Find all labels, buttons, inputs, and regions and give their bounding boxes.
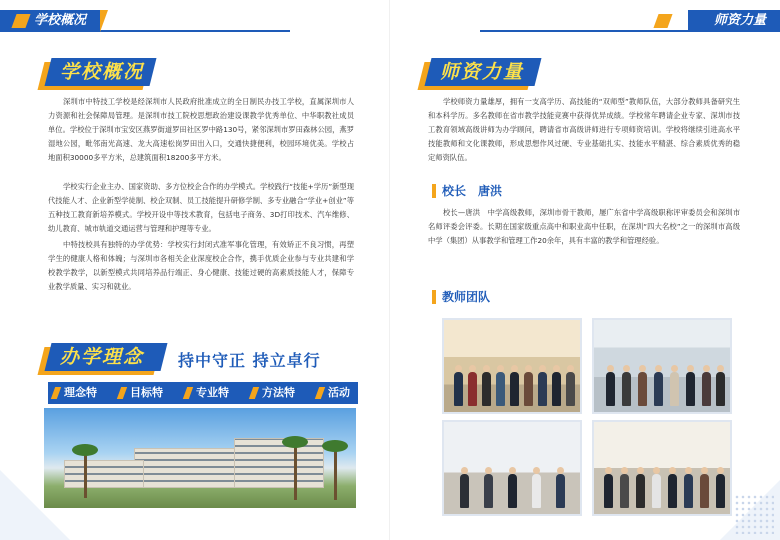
header-slash (100, 10, 108, 32)
tag-major: 专业特 (180, 382, 250, 404)
left-header-tab: 学校概况 (0, 10, 100, 32)
faculty-heading (428, 58, 540, 86)
principal-name: 校长 唐洪 (442, 184, 503, 198)
team-photo-4 (592, 420, 732, 516)
faculty-intro: 学校师资力量雄厚，拥有一支高学历、高技能的“双师型”教师队伍，大部分教师具备研究生和本科学历。多名教师在省市教学技能竞赛中获得优异成绩。学校常年聘请企业专家、深圳市技工教育领域高级讲师为办学顾问，聘请省市高级讲师进行专项师资培训。学校将继续引进高水平技能教师和文化课教师，形成思想作风过硬、专业基础扎实、技能水平精湛、综合素质优秀的稳定师资队伍。 (428, 97, 740, 162)
corner-decoration (0, 470, 70, 540)
right-header-tab: 师资力量 (688, 10, 780, 32)
tag-concept: 理念特 (48, 382, 118, 404)
tag-method: 方法特 (246, 382, 316, 404)
philosophy-title: 办学理念 (60, 346, 145, 368)
school-slogan: 持中守正 持立卓行 (178, 351, 321, 370)
principal-bio: 校长—唐洪 中学高级教师，深圳市骨干教师，屡广东省中学高级职称评审委员会和深圳市名师评委会评委。长期在国家级重点高中和职业高中任职，在深圳“四大名校”之一的深圳市高级中学（集团）从事教学和管理工作20余年，具有丰富的教学和管理经验。 (428, 208, 740, 245)
tag-goal: 目标特 (114, 382, 184, 404)
school-overview-heading (48, 58, 158, 86)
team-title: 教师团队 (442, 290, 491, 304)
heading-accent-bar (432, 290, 436, 304)
dot-pattern (734, 494, 774, 534)
overview-paragraph-2: 学校实行企业主办、国家资助、多方位校企合作的办学模式。学校践行“技能+学历”新型现代技能人才、企业新型学徒制、校企双制、员工技能提升研修学制、多专业融合“学业+创业”等五种技工教育新培养模式。学校开设中等技术教育，包括电子商务、3D打印技术、汽车维修、幼儿教育、城市轨道交通运营与管理和护理等专业。 (48, 182, 354, 233)
palm-tree (84, 452, 87, 498)
faculty-title: 师资力量 (440, 61, 525, 83)
team-photo-3 (442, 420, 582, 516)
campus-building (64, 460, 144, 488)
campus-photo (44, 408, 356, 508)
overview-paragraph-3: 中特技校具有独特的办学优势：学校实行封闭式准军事化管理，有效矫正不良习惯，再塑学生的健康人格和体魄；与深圳市各相关企业深度校企合作，携手优质企业参与专业共建和学校教学教学，以新型模式共同培养品行端正、身心健康、技能过硬的高素质技能人才，保障专业教学质量、实习和就业。 (48, 240, 354, 291)
philosophy-heading (48, 343, 166, 371)
right-header-strip (480, 10, 780, 32)
palm-tree (334, 448, 337, 500)
campus-building (234, 438, 324, 488)
header-accent-mark (653, 14, 672, 28)
heading-accent-bar (432, 184, 436, 198)
left-header-strip (0, 10, 290, 32)
team-photo-1 (442, 318, 582, 414)
tag-activity: 活动 (312, 382, 358, 404)
school-overview-title: 学校概况 (60, 61, 145, 83)
palm-tree (294, 444, 297, 500)
team-photo-2 (592, 318, 732, 414)
overview-paragraph-1: 深圳市中特技工学校是经深圳市人民政府批准成立的全日制民办技工学校，直属深圳市人力资源和社会保障局管理。是深圳市技工院校思想政治建设课教学优秀单位、中华职教社成员单位。学校位于深圳市宝安区燕罗街道罗田社区罗中路130号，紧邻深圳市罗田森林公园，燕罗湿地公园，毗邻南光高速、龙大高速松岗罗田出入口，交通快捷便利，校园环境优美。学校占地面积30000多平方米，总建筑面积18200多平方米。 (48, 97, 354, 162)
right-page (390, 0, 780, 540)
